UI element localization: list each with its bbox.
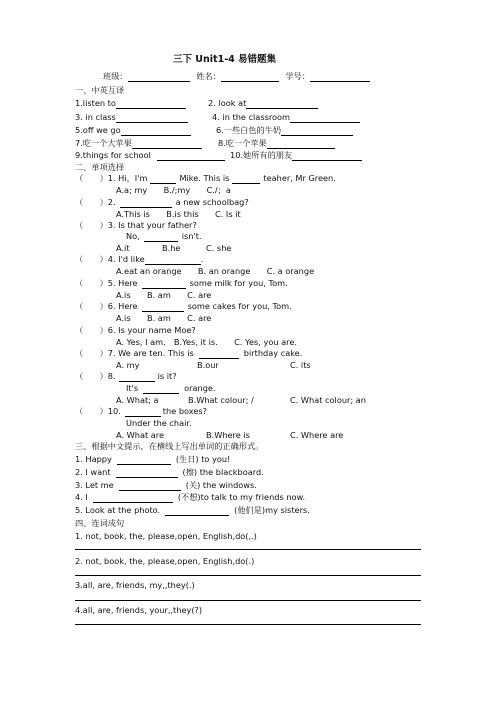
answer-blank[interactable] [145, 255, 201, 265]
answer-blank[interactable] [119, 481, 181, 491]
choice-options: A.is B. am C. are [116, 290, 212, 300]
section-heading-translate: 一、中英互译 [75, 85, 125, 95]
choice-option: C. she [206, 243, 232, 253]
answer-blank[interactable] [119, 372, 155, 382]
fill-item: 1. Happy (生日) to you! [75, 454, 231, 464]
choice-option: B.he [162, 243, 181, 253]
translate-item: 2. look at [208, 98, 318, 109]
answer-blank[interactable] [281, 126, 353, 136]
answer-blank[interactable] [116, 113, 188, 123]
choice-question: （ ）1. Hi，I'm Mike. This is teaher, Mr Green. [75, 173, 336, 183]
choice-option: C. Where are [290, 430, 344, 440]
choice-question: （ ）6. Here some cakes for you, Tom. [75, 301, 292, 311]
answer-blank[interactable] [121, 126, 191, 136]
translate-item: 6.一些白色的牛奶 [216, 125, 353, 136]
answer-blank[interactable] [132, 139, 202, 149]
fill-item: 5. Look at the photo. (他们是)my sisters. [75, 505, 310, 515]
translate-item: 3. in class [75, 112, 188, 123]
answer-blank[interactable] [150, 174, 176, 184]
choice-option: A. What are [116, 430, 165, 440]
translate-item: 10.她所有的朋友 [230, 150, 362, 161]
answer-blank[interactable] [290, 113, 360, 123]
answer-blank[interactable] [142, 302, 184, 312]
choice-option: A. What; a [116, 395, 159, 405]
reorder-item: 2. not, book, the, please,open, English,do(.) [75, 556, 255, 566]
number-label: 学号： [285, 71, 310, 81]
answer-blank[interactable] [292, 151, 362, 161]
choice-option: C. What colour; an [290, 395, 366, 405]
reorder-item: 3.all, are, friends, my,,they(.) [75, 580, 195, 590]
answer-blank[interactable] [157, 151, 225, 161]
choice-option: C. its [290, 360, 311, 370]
answer-line[interactable] [75, 549, 421, 550]
name-blank[interactable] [221, 72, 279, 82]
fill-item: 4. I (不想)to talk to my friends now. [75, 492, 306, 502]
choice-option: A. my [116, 360, 140, 370]
choice-option: A.it [116, 243, 130, 253]
choice-answer-line: No, isn't. [126, 231, 202, 241]
answer-blank[interactable] [125, 407, 161, 417]
answer-blank[interactable] [165, 506, 229, 516]
translate-item: 9.things for school [75, 150, 225, 161]
choice-option: B.our [197, 360, 219, 370]
answer-blank[interactable] [93, 493, 173, 503]
answer-line[interactable] [75, 624, 421, 625]
answer-blank[interactable] [117, 455, 171, 465]
translate-item: 5.off we go [75, 125, 191, 136]
class-blank[interactable] [128, 72, 190, 82]
choice-question: （ ）8. is it? [75, 371, 177, 381]
choice-question: （ ）5. Here some milk for you, Tom. [75, 278, 288, 288]
answer-line[interactable] [75, 600, 421, 601]
section-heading-reorder: 四、连词成句 [75, 518, 125, 528]
answer-blank[interactable] [120, 198, 172, 208]
choice-options: A.is B. am C. are [116, 313, 212, 323]
choice-question: （ ）7. We are ten. This is birthday cake. [75, 348, 303, 358]
choice-question: （ ）2. a new schoolbag? [75, 197, 249, 207]
reorder-item: 4.all, are, friends, your,,they(?) [75, 605, 203, 615]
answer-blank[interactable] [267, 139, 335, 149]
answer-blank[interactable] [116, 468, 178, 478]
choice-answer-line: Under the chair. [126, 418, 192, 428]
answer-blank[interactable] [144, 232, 178, 242]
number-blank[interactable] [310, 72, 370, 82]
choice-question: （ ）4. I'd like . [75, 254, 204, 264]
section-heading-fill: 三、根据中文提示，在横线上写出单词的正确形式。 [75, 441, 264, 451]
choice-question: （ ）3. Is that your father? [75, 220, 197, 230]
choice-question: （ ）6. Is your name Moe? [75, 325, 196, 335]
name-label: 姓名： [196, 71, 221, 81]
reorder-item: 1. not, book, the, please,open, English,do(,.) [75, 531, 257, 541]
answer-blank[interactable] [142, 279, 186, 289]
section-heading-choice: 二、单项选择 [75, 162, 125, 172]
answer-blank[interactable] [199, 349, 239, 359]
worksheet-title: 三下 Unit1-4 易错题集 [173, 54, 277, 65]
answer-blank[interactable] [232, 174, 260, 184]
choice-option: B.What colour; / [188, 395, 254, 405]
choice-options: A.eat an orange B. an orange C. a orange [116, 266, 315, 276]
header-row [103, 71, 370, 82]
translate-item: 1.listen to [75, 98, 186, 109]
choice-options: A.This is B.is this C. Is it [116, 209, 241, 219]
answer-blank[interactable] [246, 99, 318, 109]
fill-item: 2. I want (擦) the blackboard. [75, 467, 264, 477]
translate-item: 4. in the classroom [212, 112, 360, 123]
answer-line[interactable] [75, 575, 421, 576]
choice-options: A.a; my B./;my C./；a [116, 185, 231, 195]
choice-option: B.Where is [206, 430, 250, 440]
answer-blank[interactable] [116, 99, 186, 109]
answer-blank[interactable] [143, 384, 179, 394]
choice-question: （ ）10. the boxes? [75, 406, 208, 416]
translate-item: 7.吃一个大苹果 [75, 138, 202, 149]
choice-options: A. Yes, I am. B.Yes, it is. C. Yes, you are. [116, 337, 297, 347]
fill-item: 3. Let me (关) the windows. [75, 480, 257, 490]
class-label: 班级： [103, 71, 128, 81]
choice-answer-line: It's orange. [126, 383, 216, 393]
translate-item: 8.吃一个苹果 [218, 138, 335, 149]
